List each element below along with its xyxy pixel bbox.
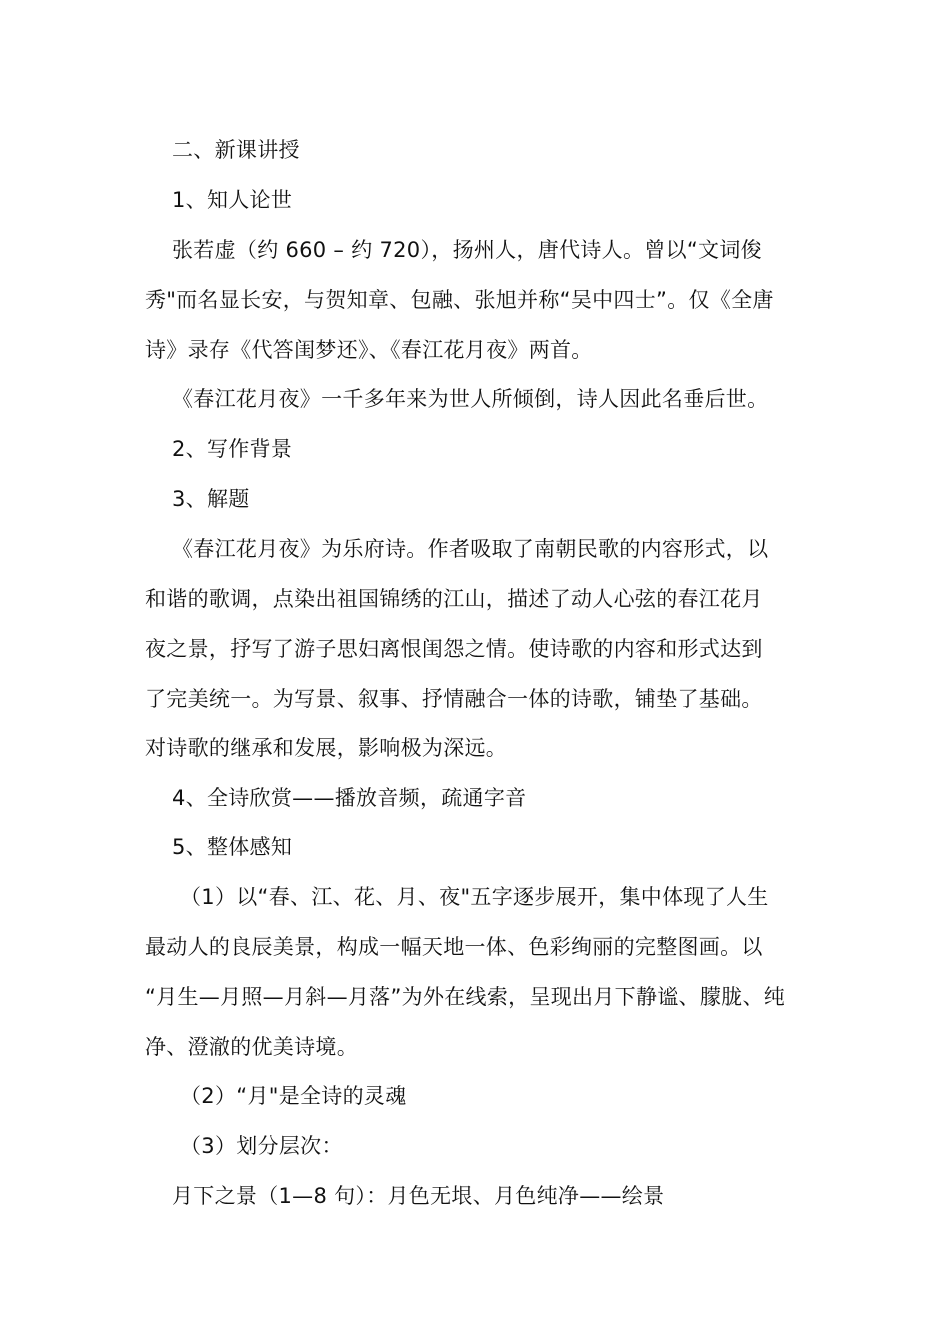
paragraph-line: 《春江花月夜》为乐府诗。作者吸取了南朝民歌的内容形式，以 (172, 537, 769, 561)
subsection-heading: 1、知人论世 (172, 188, 293, 212)
paragraph-line: 《春江花月夜》一千多年来为世人所倾倒，诗人因此名垂后世。 (172, 387, 769, 411)
subsection-heading: 2、写作背景 (172, 437, 293, 461)
paragraph-line: 夜之景，抒写了游子思妇离恨闺怨之情。使诗歌的内容和形式达到 (145, 637, 763, 661)
section-heading: 二、新课讲授 (172, 138, 300, 162)
paragraph-line: 秀"而名显长安，与贺知章、包融、张旭并称“吴中四士”。仅《全唐 (145, 288, 774, 312)
list-item: （2）“月"是全诗的灵魂 (180, 1084, 407, 1108)
paragraph-line: 诗》录存《代答闺梦还》、《春江花月夜》两首。 (145, 338, 593, 362)
paragraph-line: “月生—月照—月斜—月落”为外在线索，呈现出月下静谧、朦胧、纯 (145, 985, 786, 1009)
paragraph-line: 张若虚（约 660 – 约 720），扬州人，唐代诗人。曾以“文词俊 (172, 238, 762, 262)
paragraph-line: 月下之景（1—8 句）：月色无垠、月色纯净——绘景 (172, 1184, 665, 1208)
paragraph-line: 净、澄澈的优美诗境。 (145, 1035, 358, 1059)
paragraph-line: （1）以“春、江、花、月、夜"五字逐步展开，集中体现了人生 (180, 885, 769, 909)
subsection-heading: 3、解题 (172, 487, 250, 511)
list-item: （3）划分层次： (180, 1134, 343, 1158)
paragraph-line: 最动人的良辰美景，构成一幅天地一体、色彩绚丽的完整图画。以 (145, 935, 763, 959)
subsection-heading: 4、全诗欣赏——播放音频，疏通字音 (172, 786, 527, 810)
subsection-heading: 5、整体感知 (172, 835, 293, 859)
paragraph-line: 和谐的歌调，点染出祖国锦绣的江山，描述了动人心弦的春江花月 (145, 587, 763, 611)
paragraph-line: 了完美统一。为写景、叙事、抒情融合一体的诗歌，铺垫了基础。 (145, 687, 763, 711)
paragraph-line: 对诗歌的继承和发展，影响极为深远。 (145, 736, 508, 760)
